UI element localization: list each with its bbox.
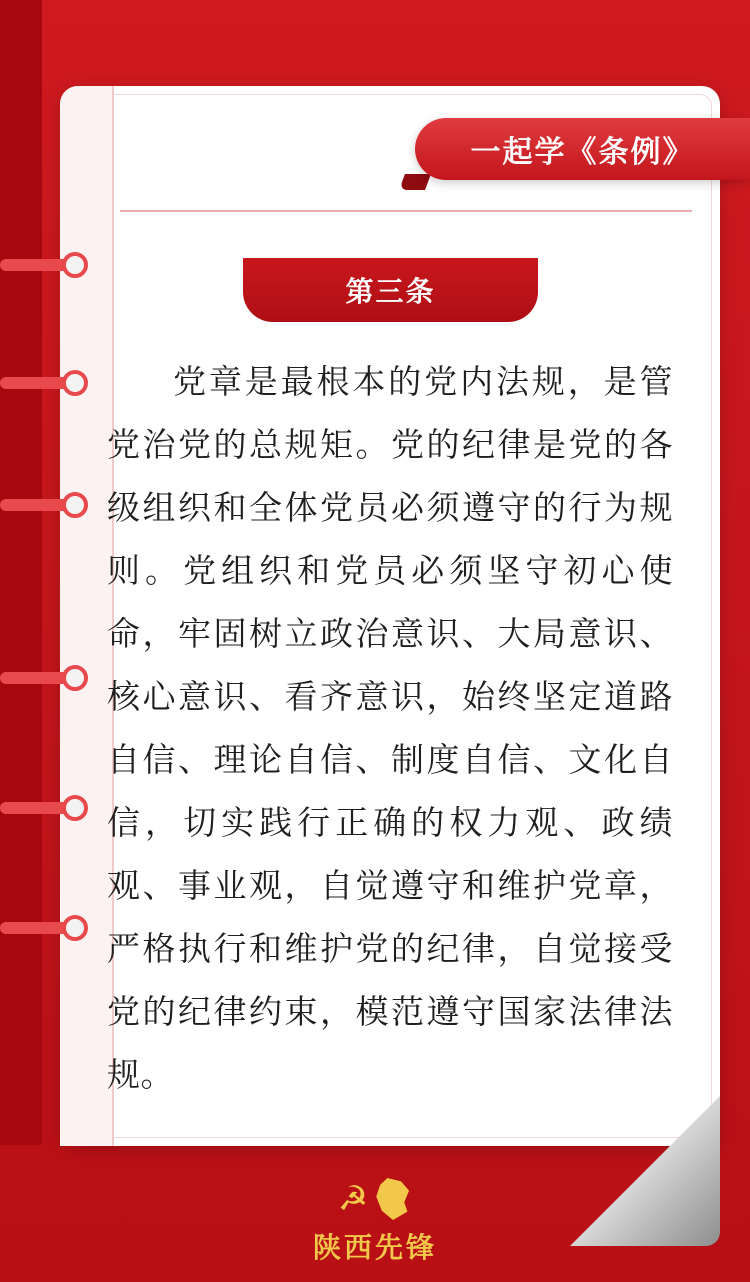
article-body-text: 党章是最根本的党内法规，是管党治党的总规矩。党的纪律是党的各级组织和全体党员必须遵守的行为规则。党组织和党员必须坚守初心使命，牢固树立政治意识、大局意识、核心意识、看齐意识，始终坚定道路自信、理论自信、制度自信、文化自信，切实践行正确的权力观、政绩观、事业观，自觉遵守和维护党章，严格执行和维护党的纪律，自觉接受党的纪律约束，模范遵守国家法律法规。 bbox=[107, 363, 673, 1093]
binder-ring bbox=[0, 665, 100, 691]
article-badge: 第三条 bbox=[243, 258, 538, 322]
left-red-band bbox=[0, 0, 42, 1145]
header-divider bbox=[120, 210, 692, 212]
binder-ring bbox=[0, 370, 100, 396]
binder-ring bbox=[0, 492, 100, 518]
party-emblem-icon: ☭ bbox=[337, 1180, 369, 1218]
binder-ring bbox=[0, 252, 100, 278]
ring-knob bbox=[62, 492, 88, 518]
ring-knob bbox=[62, 795, 88, 821]
ring-knob bbox=[62, 370, 88, 396]
ribbon-title: 一起学《条例》 bbox=[415, 118, 750, 180]
binder-ring bbox=[0, 795, 100, 821]
footer-logo-row bbox=[338, 1176, 412, 1222]
shaanxi-map-icon bbox=[372, 1178, 412, 1220]
ring-knob bbox=[62, 915, 88, 941]
binder-strip bbox=[60, 86, 114, 1146]
ring-knob bbox=[62, 252, 88, 278]
binder-ring bbox=[0, 915, 100, 941]
footer bbox=[0, 1176, 750, 1266]
footer-brand-label: 陕西先锋 bbox=[312, 1233, 437, 1264]
ring-knob bbox=[62, 665, 88, 691]
